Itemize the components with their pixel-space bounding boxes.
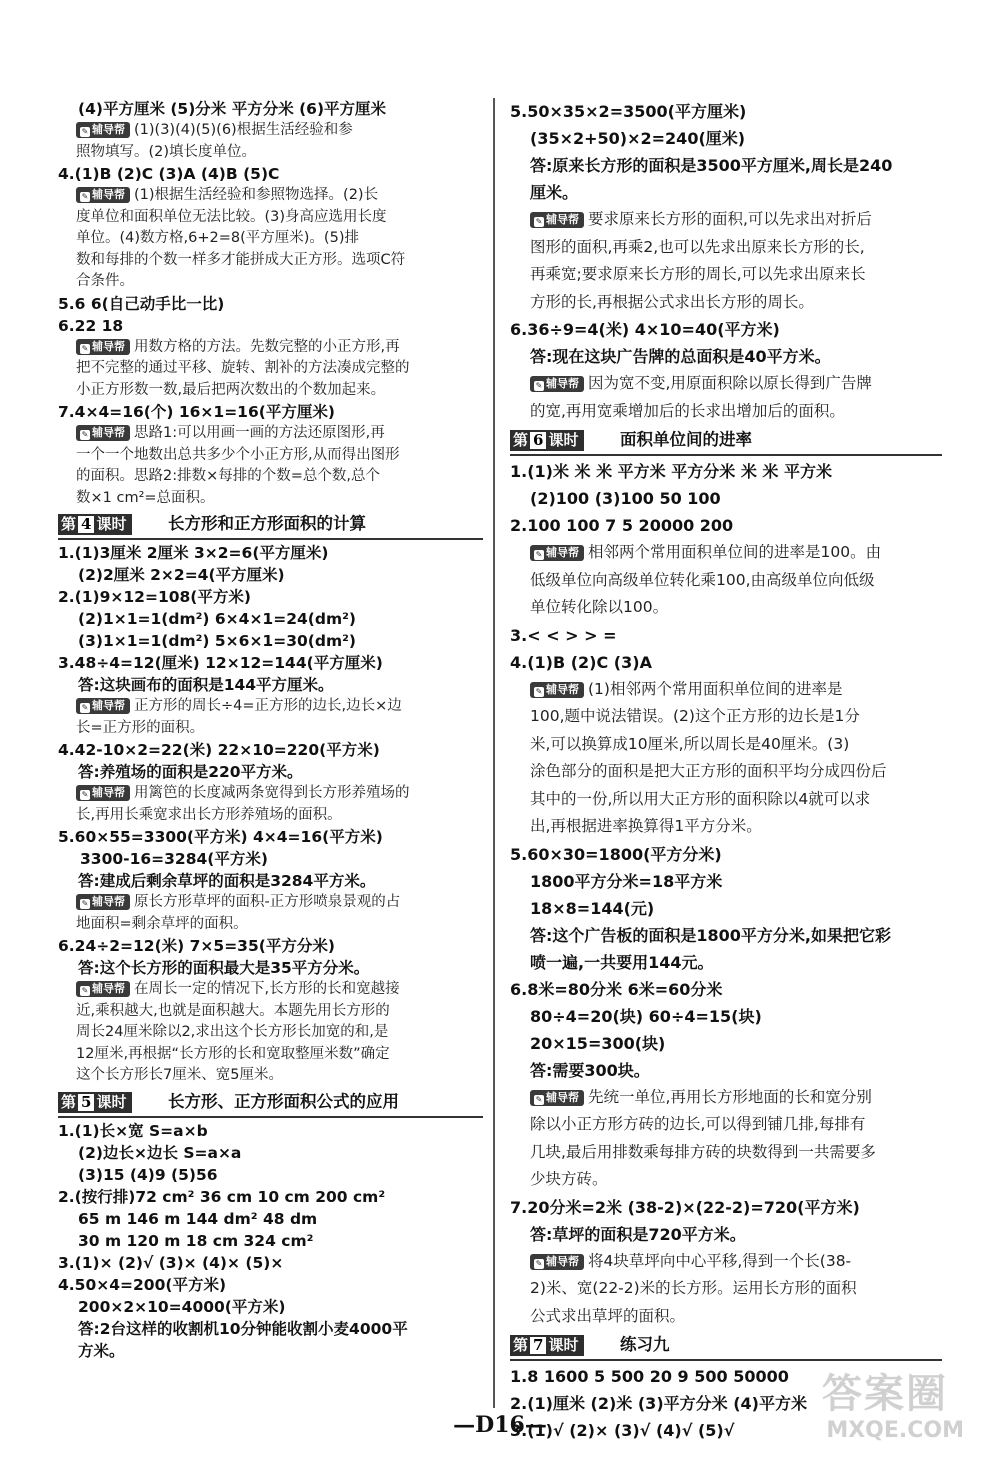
answer-line xyxy=(58,1340,483,1362)
explanation-line xyxy=(510,1166,942,1194)
tutor-badge xyxy=(530,682,584,698)
tutor-badge-label: 辅导帮 xyxy=(546,682,579,696)
line-text: 其中的一份,所以用大正方形的面积除以4就可以求 xyxy=(530,789,871,808)
line-text: 正方形的周长÷4=正方形的边长,边长×边 xyxy=(134,698,402,714)
line-text: 数×1 cm²=总面积。 xyxy=(76,489,215,506)
answer-line xyxy=(510,343,942,370)
explanation-line xyxy=(58,979,483,1001)
tutor-icon: ✎ xyxy=(81,790,89,799)
answer-line xyxy=(510,316,942,343)
line-text: 4.50×4=200(平方米) xyxy=(58,1275,227,1294)
explanation-line xyxy=(510,594,942,622)
line-text: 6.24÷2=12(米) 7×5=35(平方分米) xyxy=(58,937,335,955)
line-text: 1800平方分米=18平方米 xyxy=(530,871,723,891)
lesson-tag xyxy=(58,1092,132,1113)
lesson-title: 面积单位间的进率 xyxy=(620,430,752,449)
explanation-line xyxy=(510,206,942,234)
answer-line xyxy=(510,622,942,649)
tutor-icon: ✎ xyxy=(81,703,89,712)
answer-line xyxy=(58,1120,483,1142)
tutor-badge xyxy=(76,187,130,203)
line-text: 答:建成后剩余草坪的面积是3284平方米。 xyxy=(78,872,376,890)
answer-line xyxy=(58,652,483,674)
line-text: 出,再根据进率换算得1平方分米。 xyxy=(530,817,762,835)
explanation-line xyxy=(510,758,942,786)
line-text: 的面积。思路2:排数×每排的个数=总个数,总个 xyxy=(76,468,381,484)
line-text: 将4块草坪向中心平移,得到一个长(38- xyxy=(588,1251,852,1270)
explanation-line xyxy=(58,228,483,250)
answer-line xyxy=(510,1194,942,1221)
explanation-line xyxy=(58,1001,483,1023)
explanation-line xyxy=(58,207,483,229)
lesson-title: 长方形、正方形面积公式的应用 xyxy=(168,1091,399,1111)
explanation-line xyxy=(510,786,942,814)
line-text: 6.22 18 xyxy=(58,316,124,335)
line-text: 3.(1)√ (2)× (3)√ (4)√ (5)√ xyxy=(510,1421,735,1440)
answer-line xyxy=(58,98,483,120)
answer-line xyxy=(510,1030,942,1057)
answer-line xyxy=(58,1252,483,1274)
watermark-logo xyxy=(822,1370,972,1460)
line-text: 4.42-10×2=22(米) 22×10=220(平方米) xyxy=(58,741,380,759)
explanation-line xyxy=(58,1044,483,1066)
line-text: 7.20分米=2米 (38-2)×(22-2)=720(平方米) xyxy=(510,1197,860,1217)
answer-line xyxy=(510,841,942,868)
lesson-tag xyxy=(510,430,584,451)
answer-line xyxy=(510,125,942,152)
tutor-badge-label: 辅导帮 xyxy=(546,377,579,390)
explanation-line xyxy=(510,1139,942,1167)
explanation-line xyxy=(58,1065,483,1087)
line-text: 数和每排的个数一样多才能拼成大正方形。选项C符 xyxy=(76,251,406,268)
tutor-badge xyxy=(530,1254,584,1270)
lesson-header xyxy=(510,428,942,456)
line-text: 喷一遍,一共要用144元。 xyxy=(530,952,714,972)
line-text: 周长24厘米除以2,求出这个长方形长加宽的和,是 xyxy=(76,1024,389,1040)
tutor-badge-label: 辅导帮 xyxy=(92,699,125,712)
answer-line xyxy=(58,293,483,315)
explanation-line xyxy=(58,914,483,936)
tutor-badge xyxy=(530,376,584,392)
lesson-header xyxy=(58,512,483,540)
answer-line xyxy=(510,868,942,895)
left-column xyxy=(58,98,483,1362)
explanation-line xyxy=(58,783,483,805)
explanation-line xyxy=(58,805,483,827)
tutor-icon: ✎ xyxy=(535,381,543,390)
line-text: (3)15 (4)9 (5)56 xyxy=(78,1165,218,1184)
tutor-badge-label: 辅导帮 xyxy=(92,188,125,201)
tutor-badge-label: 辅导帮 xyxy=(92,123,125,136)
line-text: 因为宽不变,用原面积除以原长得到广告牌 xyxy=(588,374,872,392)
answer-line xyxy=(510,458,942,485)
line-text: 这个长方形长7厘米、宽5厘米。 xyxy=(76,1067,283,1083)
line-text: 照物填写。(2)填长度单位。 xyxy=(76,143,257,160)
line-text: 方形的长,再根据公式求出长方形的周长。 xyxy=(530,292,814,311)
line-text: 答:养殖场的面积是220平方米。 xyxy=(78,763,303,781)
line-text: 6.36÷9=4(米) 4×10=40(平方米) xyxy=(510,320,780,339)
answer-line xyxy=(510,1221,942,1248)
line-text: 把不完整的通过平移、旋转、割补的方法凑成完整的 xyxy=(76,360,410,376)
explanation-line xyxy=(58,380,483,402)
line-text: 2.(1)9×12=108(平方米) xyxy=(58,588,251,606)
answer-line xyxy=(58,1230,483,1252)
line-text: 答:原来长方形的面积是3500平方厘米,周长是240 xyxy=(530,156,893,175)
line-text: 65 m 146 m 144 dm² 48 dm xyxy=(78,1209,318,1228)
tutor-badge-label: 辅导帮 xyxy=(92,982,125,995)
line-text: 相邻两个常用面积单位间的进率是100。由 xyxy=(588,543,882,561)
line-text: 答:这个广告板的面积是1800平方分米,如果把它彩 xyxy=(530,925,892,945)
lesson-number: 7 xyxy=(530,1337,546,1354)
lesson-title: 长方形和正方形面积的计算 xyxy=(168,514,366,533)
tutor-badge xyxy=(76,785,130,801)
explanation-line xyxy=(510,370,942,398)
line-text: 1.(1)米 米 米 平方米 平方分米 米 米 平方米 xyxy=(510,462,832,481)
line-text: 单位。(4)数方格,6+2=8(平方厘米)。(5)排 xyxy=(76,230,359,246)
explanation-line xyxy=(58,892,483,914)
answer-line xyxy=(58,674,483,696)
answer-line xyxy=(510,949,942,976)
line-text: 几块,最后用排数乘每排方砖的块数得到一共需要多 xyxy=(530,1142,876,1161)
tutor-badge xyxy=(76,122,130,138)
tutor-badge xyxy=(76,698,130,714)
lesson-suffix: 课时 xyxy=(96,1092,127,1111)
line-text: 再乘宽;要求原来长方形的周长,可以先求出原来长 xyxy=(530,265,866,283)
explanation-line xyxy=(58,488,483,510)
explanation-line xyxy=(58,185,483,207)
line-text: (3)1×1=1(dm²) 5×6×1=30(dm²) xyxy=(78,632,356,650)
line-text: 3.< < > > = xyxy=(510,625,617,645)
tutor-badge xyxy=(76,981,130,997)
line-text: 长,再用长乘宽求出长方形养殖场的面积。 xyxy=(76,806,342,823)
answer-line xyxy=(58,935,483,957)
line-text: 用篱笆的长度减两条宽得到长方形养殖场的 xyxy=(134,785,410,801)
tutor-icon: ✎ xyxy=(535,217,543,226)
line-text: 度单位和面积单位无法比较。(3)身高应选用长度 xyxy=(76,208,387,225)
line-text: 涂色部分的面积是把大正方形的面积平均分成四份后 xyxy=(530,762,887,780)
answer-line xyxy=(58,1296,483,1318)
tutor-badge-label: 辅导帮 xyxy=(92,786,125,799)
answer-line xyxy=(58,315,483,337)
answer-line xyxy=(510,1003,942,1030)
explanation-line xyxy=(58,358,483,380)
line-text: 5.60×30=1800(平方分米) xyxy=(510,844,722,864)
tutor-badge xyxy=(530,545,584,561)
line-text: (1)根据生活经验和参照物选择。(2)长 xyxy=(134,187,379,203)
line-text: 1.(1)3厘米 2厘米 3×2=6(平方厘米) xyxy=(58,544,329,562)
line-text: 原长方形草坪的面积-正方形喷泉景观的占 xyxy=(134,894,401,910)
explanation-line xyxy=(510,289,942,317)
line-text: 2.(1)厘米 (2)米 (3)平方分米 (4)平方米 xyxy=(510,1394,807,1413)
line-text: 图形的面积,再乘2,也可以先求出原来长方形的长, xyxy=(530,237,865,256)
explanation-line xyxy=(58,696,483,718)
line-text: 18×8=144(元) xyxy=(530,898,655,918)
answer-line xyxy=(58,826,483,848)
tutor-icon: ✎ xyxy=(535,1094,543,1104)
line-text: 30 m 120 m 18 cm 324 cm² xyxy=(78,1231,314,1250)
answer-line xyxy=(510,649,942,676)
answer-line xyxy=(58,957,483,979)
explanation-line xyxy=(510,1275,942,1303)
tutor-badge xyxy=(76,339,130,355)
tutor-icon: ✎ xyxy=(535,1258,543,1268)
explanation-line xyxy=(58,271,483,293)
explanation-line xyxy=(510,1084,942,1112)
answer-line xyxy=(58,1208,483,1230)
line-text: 的宽,再用宽乘增加后的长求出增加后的面积。 xyxy=(530,401,845,420)
line-text: 3300-16=3284(平方米) xyxy=(80,850,268,868)
line-text: 要求原来长方形的面积,可以先求出对折后 xyxy=(588,210,872,228)
line-text: 除以小正方形方砖的边长,可以得到铺几排,每排有 xyxy=(530,1115,866,1133)
line-text: 小正方形数一数,最后把两次数出的个数加起来。 xyxy=(76,381,386,398)
line-text: 答:2台这样的收割机10分钟能收割小麦4000平 xyxy=(78,1319,408,1338)
tutor-icon: ✎ xyxy=(535,686,543,696)
line-text: 厘米。 xyxy=(530,183,579,202)
line-text: 少块方砖。 xyxy=(530,1170,608,1188)
tutor-icon: ✎ xyxy=(81,127,89,136)
line-text: 2.(按行排)72 cm² 36 cm 10 cm 200 cm² xyxy=(58,1187,386,1206)
lesson-prefix: 第 xyxy=(513,431,529,449)
line-text: 1.(1)长×宽 S=a×b xyxy=(58,1121,208,1140)
column-divider xyxy=(493,98,495,1408)
line-text: 长=正方形的面积。 xyxy=(76,719,205,736)
line-text: 6.8米=80分米 6米=60分米 xyxy=(510,979,723,999)
lesson-suffix: 课时 xyxy=(548,431,579,449)
answer-line xyxy=(58,870,483,892)
tutor-badge-label: 辅导帮 xyxy=(92,895,125,908)
answer-line xyxy=(510,485,942,512)
answer-line xyxy=(58,564,483,586)
answer-line xyxy=(510,98,942,125)
watermark-text: 答案圈 xyxy=(822,1371,948,1417)
explanation-line xyxy=(510,261,942,289)
line-text: 答:草坪的面积是720平方米。 xyxy=(530,1224,746,1244)
lesson-suffix: 课时 xyxy=(96,515,127,533)
answer-line xyxy=(510,895,942,922)
line-text: 答:需要300块。 xyxy=(530,1060,650,1080)
tutor-badge-label: 辅导帮 xyxy=(546,1090,579,1104)
line-text: 答:这块画布的面积是144平方厘米。 xyxy=(78,676,334,694)
line-text: (1)相邻两个常用面积单位间的进率是 xyxy=(588,679,843,698)
answer-line xyxy=(58,1186,483,1208)
explanation-line xyxy=(510,703,942,731)
explanation-line xyxy=(58,142,483,164)
line-text: 20×15=300(块) xyxy=(530,1033,666,1053)
tutor-badge-label: 辅导帮 xyxy=(546,546,579,559)
lesson-suffix: 课时 xyxy=(548,1336,579,1354)
answer-line xyxy=(58,1142,483,1164)
answer-line xyxy=(58,1164,483,1186)
line-text: 4.(1)B (2)C (3)A xyxy=(510,652,652,672)
line-text: 思路1:可以用画一画的方法还原图形,再 xyxy=(134,425,385,441)
answer-line xyxy=(58,401,483,423)
tutor-badge-label: 辅导帮 xyxy=(546,213,579,226)
line-text: (2)1×1=1(dm²) 6×4×1=24(dm²) xyxy=(78,610,356,628)
explanation-line xyxy=(510,539,942,567)
explanation-line xyxy=(58,423,483,445)
tutor-badge-label: 辅导帮 xyxy=(92,339,125,353)
answer-line xyxy=(58,163,483,185)
answer-line xyxy=(58,739,483,761)
line-text: 2)米、宽(22-2)米的长方形。运用长方形的面积 xyxy=(530,1279,857,1297)
line-text: (1)(3)(4)(5)(6)根据生活经验和参 xyxy=(134,122,353,138)
tutor-badge xyxy=(530,212,584,228)
line-text: 5.60×55=3300(平方米) 4×4=16(平方米) xyxy=(58,828,383,846)
answer-line xyxy=(58,1274,483,1296)
answer-line xyxy=(58,630,483,652)
line-text: 1.8 1600 5 500 20 9 500 50000 xyxy=(510,1367,789,1386)
lesson-prefix: 第 xyxy=(61,1092,77,1111)
answer-line xyxy=(510,512,942,539)
explanation-line xyxy=(58,250,483,272)
lesson-number: 6 xyxy=(530,432,546,449)
line-text: 公式求出草坪的面积。 xyxy=(530,1306,686,1325)
line-text: 80÷4=20(块) 60÷4=15(块) xyxy=(530,1006,762,1026)
line-text: (2)100 (3)100 50 100 xyxy=(530,489,721,508)
line-text: 100,题中说法错误。(2)这个正方形的边长是1分 xyxy=(530,707,860,725)
answer-line xyxy=(510,922,942,949)
line-text: 低级单位向高级单位转化乘100,由高级单位向低级 xyxy=(530,570,875,589)
lesson-prefix: 第 xyxy=(513,1336,529,1354)
explanation-line xyxy=(510,234,942,262)
right-column xyxy=(510,98,942,1444)
line-text: (35×2+50)×2=240(厘米) xyxy=(530,129,746,148)
explanation-line xyxy=(510,398,942,426)
tutor-icon: ✎ xyxy=(81,986,89,995)
explanation-line xyxy=(510,1248,942,1276)
answer-line xyxy=(58,761,483,783)
line-text: 在周长一定的情况下,长方形的长和宽越接 xyxy=(134,981,400,997)
line-text: 12厘米,再根据“长方形的长和宽取整厘米数”确定 xyxy=(76,1045,390,1062)
lesson-header xyxy=(58,1090,483,1118)
line-text: 用数方格的方法。先数完整的小正方形,再 xyxy=(134,338,400,355)
line-text: (2)边长×边长 S=a×a xyxy=(78,1143,242,1162)
answer-line xyxy=(510,1057,942,1084)
line-text: 米,可以换算成10厘米,所以周长是40厘米。(3) xyxy=(530,734,850,753)
answer-line xyxy=(510,152,942,179)
explanation-line xyxy=(58,337,483,359)
line-text: 5.6 6(自己动手比一比) xyxy=(58,294,225,313)
explanation-line xyxy=(510,1303,942,1331)
tutor-icon: ✎ xyxy=(81,192,89,201)
tutor-badge xyxy=(76,425,130,441)
answer-line xyxy=(58,586,483,608)
explanation-line xyxy=(58,466,483,488)
answer-line xyxy=(58,1318,483,1340)
explanation-line xyxy=(510,813,942,841)
line-text: 2.100 100 7 5 20000 200 xyxy=(510,516,734,535)
lesson-header xyxy=(510,1333,942,1361)
line-text: 4.(1)B (2)C (3)A (4)B (5)C xyxy=(58,165,280,183)
line-text: 一个一个地数出总共多少个小正方形,从而得出图形 xyxy=(76,446,400,463)
tutor-badge-label: 辅导帮 xyxy=(546,1254,579,1268)
page-number: —D16— xyxy=(453,1412,547,1438)
line-text: 合条件。 xyxy=(76,273,134,289)
answer-line xyxy=(58,542,483,564)
answer-line xyxy=(510,179,942,206)
tutor-badge xyxy=(530,1090,584,1106)
line-text: 答:现在这块广告牌的总面积是40平方米。 xyxy=(530,347,831,366)
lesson-number: 4 xyxy=(78,516,94,533)
tutor-badge xyxy=(76,894,130,910)
explanation-line xyxy=(510,1111,942,1139)
lesson-prefix: 第 xyxy=(61,515,77,533)
explanation-line xyxy=(510,676,942,704)
answer-line xyxy=(510,976,942,1003)
lesson-tag xyxy=(510,1335,584,1356)
explanation-line xyxy=(58,1022,483,1044)
line-text: (2)2厘米 2×2=4(平方厘米) xyxy=(78,566,285,584)
tutor-icon: ✎ xyxy=(81,343,89,353)
explanation-line xyxy=(58,120,483,142)
lesson-tag xyxy=(58,514,132,535)
line-text: 5.50×35×2=3500(平方厘米) xyxy=(510,102,747,121)
line-text: 答:这个长方形的面积最大是35平方分米。 xyxy=(78,959,370,977)
answer-line xyxy=(58,608,483,630)
line-text: 方米。 xyxy=(78,1341,125,1360)
line-text: 先统一单位,再用长方形地面的长和宽分别 xyxy=(588,1087,872,1106)
tutor-icon: ✎ xyxy=(535,550,543,559)
tutor-icon: ✎ xyxy=(81,430,89,439)
line-text: 近,乘积越大,也就是面积越大。本题先用长方形的 xyxy=(76,1002,390,1019)
tutor-icon: ✎ xyxy=(81,899,89,908)
explanation-line xyxy=(510,731,942,759)
explanation-line xyxy=(510,567,942,595)
line-text: 地面积=剩余草坪的面积。 xyxy=(76,915,248,932)
explanation-line xyxy=(58,718,483,740)
line-text: 3.(1)× (2)√ (3)× (4)× (5)× xyxy=(58,1253,284,1272)
tutor-badge-label: 辅导帮 xyxy=(92,426,125,439)
line-text: 200×2×10=4000(平方米) xyxy=(78,1297,286,1316)
explanation-line xyxy=(58,445,483,467)
line-text: (4)平方厘米 (5)分米 平方分米 (6)平方厘米 xyxy=(78,100,387,118)
line-text: 3.48÷4=12(厘米) 12×12=144(平方厘米) xyxy=(58,654,383,672)
line-text: 单位转化除以100。 xyxy=(530,598,669,616)
line-text: 7.4×4=16(个) 16×1=16(平方厘米) xyxy=(58,403,335,421)
watermark-url: MXQE.COM xyxy=(826,1418,964,1443)
lesson-title: 练习九 xyxy=(620,1335,670,1354)
lesson-number: 5 xyxy=(78,1094,94,1111)
answer-line xyxy=(58,848,483,870)
